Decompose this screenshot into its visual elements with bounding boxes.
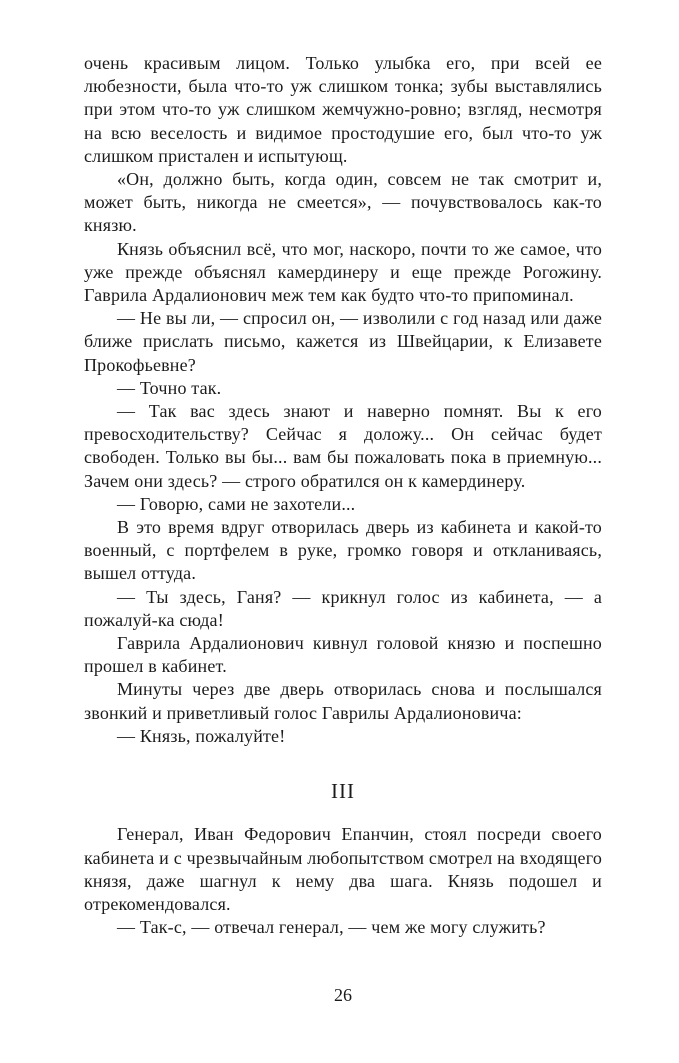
paragraph: очень красивым лицом. Только улыбка его, при всей ее любезности, была что-то уж слишком тонка; зубы выставлялись при этом что-то уж слишком жемчужно-ровно; взгляд, несмотря на всю веселость и видимое простодушие его, был что-то уж слишком пристален и испытующ. xyxy=(84,53,602,166)
paragraph: «Он, должно быть, когда один, совсем не так смотрит и, может быть, никогда не смеется», — почувствовалось как-то князю. xyxy=(84,169,602,236)
paragraph: — Князь, пожалуйте! xyxy=(117,725,286,746)
paragraph: Генерал, Иван Федорович Епанчин, стоял посреди своего кабинета и с чрезвычайным любопытством смотрел на входящего князя, даже шагнул к нему два шага. Князь подошел и отрекомендовался. xyxy=(84,824,602,914)
paragraph: В это время вдруг отворилась дверь из кабинета и какой-то военный, с портфелем в руке, громко говоря и откланиваясь, вышел оттуда. xyxy=(84,517,602,584)
paragraph: — Точно так. xyxy=(117,377,222,398)
paragraph: — Ты здесь, Ганя? — крикнул голос из кабинета, — а пожалуй-ка сюда! xyxy=(84,586,602,630)
section-heading: III xyxy=(331,779,355,804)
paragraph: — Так вас здесь знают и наверно помнят. Вы к его превосходительству? Сейчас я доложу... Он сейчас будет свободен. Только вы бы... вам бы пожаловать пока в приемную... Зачем они здесь? — строго обратился он к камердинеру. xyxy=(84,401,602,491)
paragraph: Гаврила Ардалионович кивнул головой князю и поспешно прошел в кабинет. xyxy=(84,633,602,677)
paragraph: — Так-с, — отвечал генерал, — чем же могу служить? xyxy=(117,917,546,938)
paragraph: Минуты через две дверь отворилась снова и послышался звонкий и приветливый голос Гаврилы Ардалионовича: xyxy=(84,679,602,723)
paragraph: — Не вы ли, — спросил он, — изволили с год назад или даже ближе прислать письмо, кажется из Швейцарии, к Елизавете Прокофьевне? xyxy=(84,308,602,375)
paragraph: Князь объяснил всё, что мог, наскоро, почти то же самое, что уже прежде объяснял камердинеру и еще прежде Рогожину. Гаврила Ардалионович меж тем как будто что-то припоминал. xyxy=(84,238,602,306)
paragraph: — Говорю, сами не захотели... xyxy=(117,493,356,514)
page-text xyxy=(84,52,602,939)
page-number: 26 xyxy=(334,985,352,1005)
